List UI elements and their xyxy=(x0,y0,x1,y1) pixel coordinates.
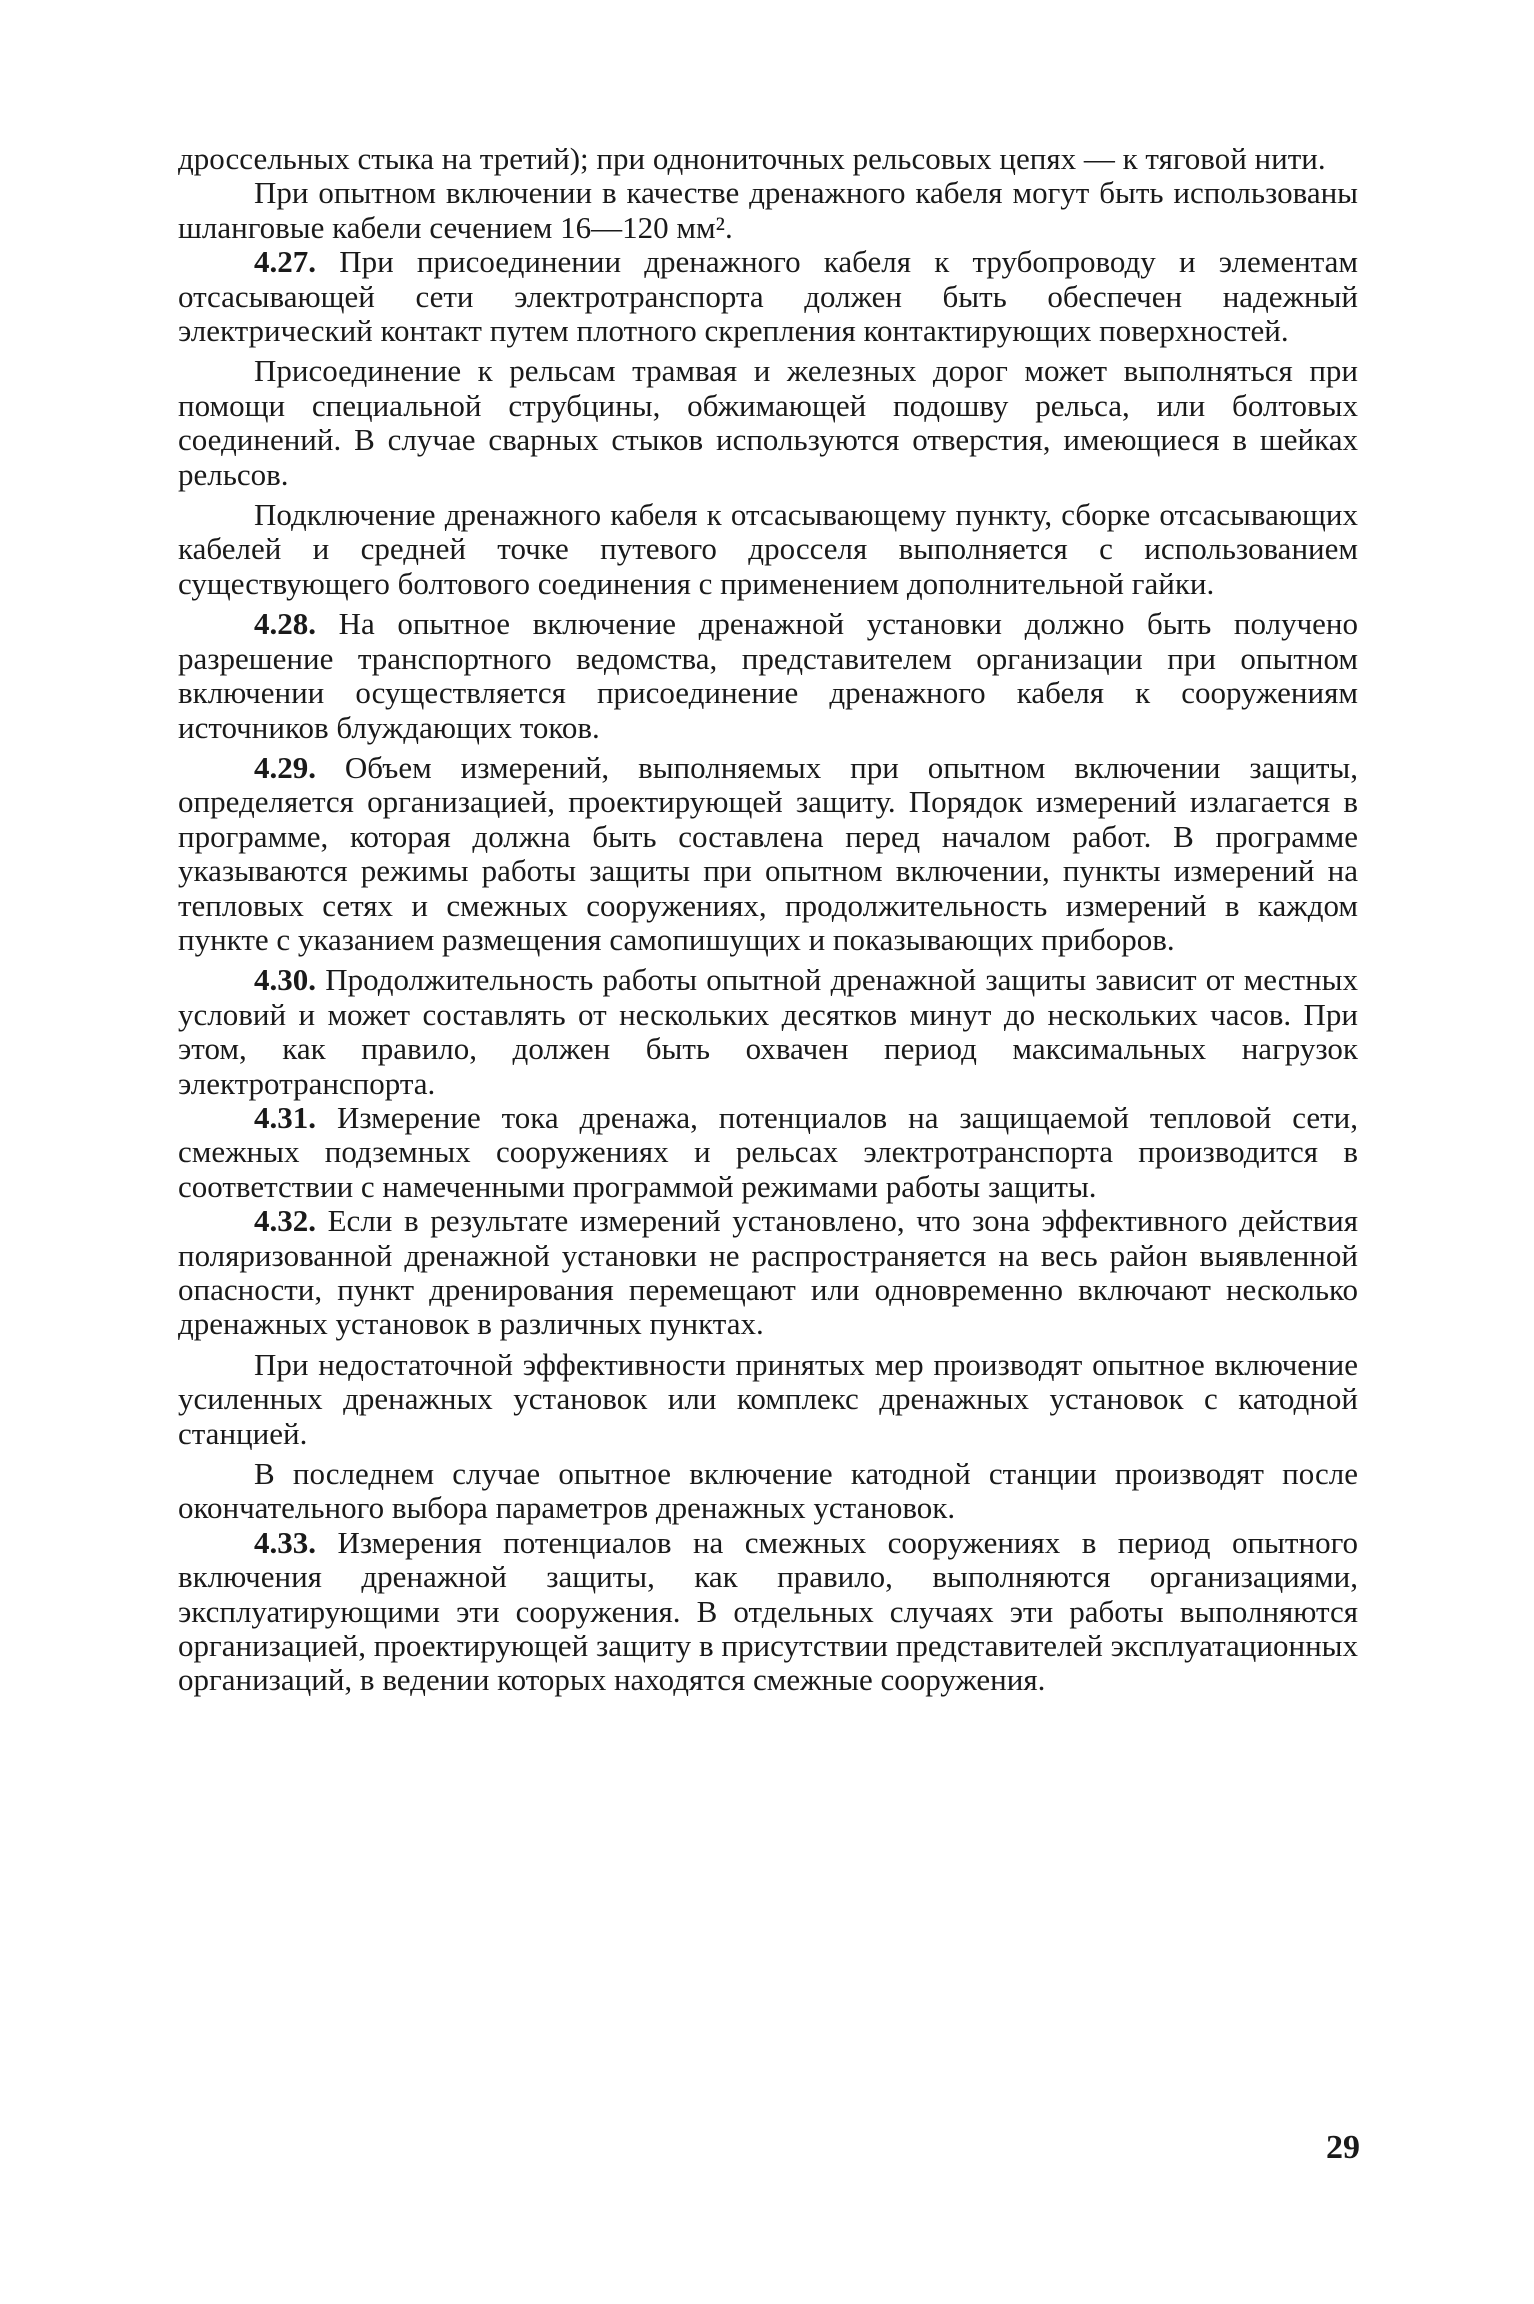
paragraph-text: В последнем случае опытное включение катодной станции производят после окончательного выбора параметров дренажных установок. xyxy=(178,1456,1358,1526)
body-text xyxy=(178,142,1358,1698)
section-4-32 xyxy=(178,1204,1358,1342)
section-number: 4.27. xyxy=(254,244,316,280)
paragraph-text: дроссельных стыка на третий); при однониточных рельсовых цепях — к тяговой нити. xyxy=(178,141,1326,176)
paragraph-text: Подключение дренажного кабеля к отсасывающему пункту, сборке отсасывающих кабелей и средней точке путевого дросселя выполняется с использованием существующего болтового соединения с применением дополнительной гайки. xyxy=(178,497,1358,601)
paragraph xyxy=(178,1457,1358,1526)
paragraph-continuation xyxy=(178,142,1358,176)
section-number: 4.28. xyxy=(254,606,316,642)
section-number: 4.31. xyxy=(254,1099,316,1135)
paragraph-text: Если в результате измерений установлено, что зона эффективного действия поляризованной дренажной установки не распространяется на весь район выявленной опасности, пункт дренирования перемещают или одновременно включают несколько дренажных установок в различных пунктах. xyxy=(178,1203,1358,1342)
paragraph-text: При недостаточной эффективности принятых мер производят опытное включение усиленных дренажных установок или комплекс дренажных установок с катодной станцией. xyxy=(178,1346,1358,1451)
paragraph-text: Присоединение к рельсам трамвая и железных дорог может выполняться при помощи специальной струбцины, обжимающей подошву рельса, или болтовых соединений. В случае сварных стыков используются отверстия, имеющиеся в шейках рельсов. xyxy=(178,353,1358,492)
paragraph xyxy=(178,176,1358,245)
section-number: 4.32. xyxy=(254,1203,316,1239)
section-4-31 xyxy=(178,1101,1358,1204)
section-4-30 xyxy=(178,963,1358,1101)
section-4-28 xyxy=(178,607,1358,745)
paragraph xyxy=(178,1348,1358,1451)
paragraph-text: На опытное включение дренажной установки должно быть получено разрешение транспортного ведомства, представителем организации при опытном включении осуществляется присоединение дренажного кабеля к сооружениям источников блуждающих токов. xyxy=(178,606,1359,745)
paragraph-text: Продолжительность работы опытной дренажной защиты зависит от местных условий и может составлять от нескольких десятков минут до нескольких часов. При этом, как правило, должен быть охвачен период максимальных нагрузок электротранспорта. xyxy=(178,962,1358,1101)
paragraph-text: При опытном включении в качестве дренажного кабеля могут быть использованы шланговые кабели сечением 16—120 мм². xyxy=(178,175,1358,245)
section-4-27 xyxy=(178,245,1358,348)
section-number: 4.33. xyxy=(254,1524,316,1560)
paragraph-text: При присоединении дренажного кабеля к трубопроводу и элементам отсасывающей сети электротранспорта должен быть обеспечен надежный электрический контакт путем плотного скрепления контактирующих поверхностей. xyxy=(178,244,1358,349)
paragraph-text: Измерения потенциалов на смежных сооружениях в период опытного включения дренажной защиты, как правило, выполняются организациями, эксплуатирующими эти сооружения. В отдельных случаях эти работы выполняются организацией, проектирующей защиту в присутствии представителей эксплуатационных организаций, в ведении которых находятся смежные сооружения. xyxy=(178,1524,1359,1698)
paragraph xyxy=(178,498,1358,601)
paragraph-text: Объем измерений, выполняемых при опытном включении защиты, определяется организацией, проектирующей защиту. Порядок измерений излагается в программе, которая должна быть составлена перед началом работ. В программе указываются режимы работы защиты при опытном включении, пункты измерений на тепловых сетях и смежных сооружениях, продолжительность измерений в каждом пункте с указанием размещения самопишущих и показывающих приборов. xyxy=(178,749,1359,957)
paragraph xyxy=(178,354,1358,492)
paragraph-text: Измерение тока дренажа, потенциалов на защищаемой тепловой сети, смежных подземных сооружениях и рельсах электротранспорта производится в соответствии с намеченными программой режимами работы защиты. xyxy=(178,1099,1358,1204)
section-number: 4.29. xyxy=(254,749,316,785)
section-4-29 xyxy=(178,751,1358,957)
page-number: 29 xyxy=(1326,2129,1360,2166)
section-number: 4.30. xyxy=(254,962,316,998)
section-4-33 xyxy=(178,1526,1358,1698)
